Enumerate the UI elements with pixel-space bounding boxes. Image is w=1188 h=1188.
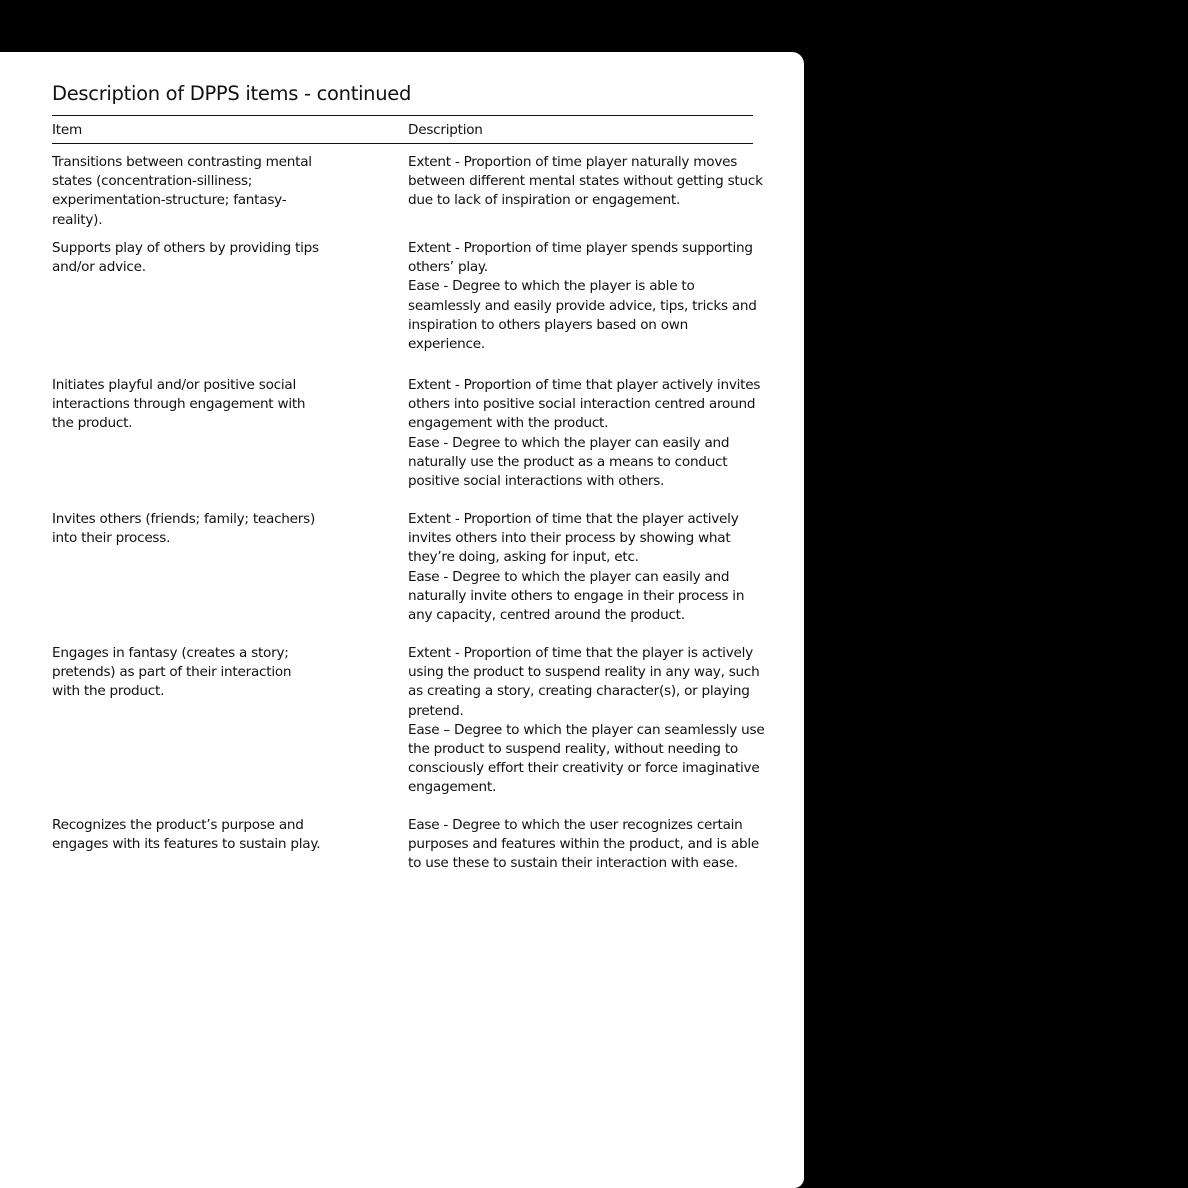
item-cell	[52, 816, 322, 854]
description-line: purposes and features within the product, and is able	[408, 836, 760, 853]
document-page	[0, 52, 804, 1188]
item-line: Engages in fantasy (creates a story;	[52, 645, 289, 661]
description-line: Extent - Proportion of time player spends supporting	[408, 240, 753, 256]
description-line: Extent - Proportion of time that the player is actively	[408, 645, 753, 661]
description-line: inspiration to others players based on own	[408, 316, 689, 333]
description-line: Ease - Degree to which the user recognizes certain	[408, 817, 743, 833]
item-line: pretends) as part of their interaction	[52, 664, 292, 681]
table-title: Description of DPPS items - continued	[52, 82, 412, 105]
description-line: Extent - Proportion of time that player actively invites	[408, 377, 761, 393]
description-line: invites others into their process by showing what	[408, 530, 731, 547]
header-description: Description	[408, 122, 483, 138]
description-line: seamlessly and easily provide advice, tips, tricks and	[408, 297, 757, 314]
item-line: Supports play of others by providing tips	[52, 240, 319, 256]
item-line: Invites others (friends; family; teachers)	[52, 511, 316, 527]
description-line: Ease - Degree to which the player can easily and	[408, 568, 730, 585]
description-line: Ease - Degree to which the player can easily and	[408, 434, 730, 451]
description-line: naturally invite others to engage in their process in	[408, 587, 745, 604]
description-line: the product to suspend reality, without needing to	[408, 741, 738, 758]
item-line: reality).	[52, 211, 103, 228]
description-line: Ease – Degree to which the player can seamlessly use	[408, 721, 765, 738]
item-line: the product.	[52, 415, 133, 432]
item-line: interactions through engagement with	[52, 396, 306, 413]
description-line: any capacity, centred around the product.	[408, 607, 685, 624]
description-cell	[408, 510, 753, 625]
item-line: Transitions between contrasting mental	[52, 154, 312, 170]
description-line: pretend.	[408, 702, 464, 719]
item-cell	[52, 644, 322, 702]
table-header	[52, 116, 753, 144]
item-cell	[52, 376, 322, 434]
description-line: Extent - Proportion of time that the player actively	[408, 511, 739, 527]
item-cell	[52, 153, 322, 230]
item-cell	[52, 510, 322, 548]
description-line: using the product to suspend reality in any way, such	[408, 664, 760, 681]
description-cell	[408, 153, 763, 211]
description-line: engagement.	[408, 779, 497, 796]
description-line: others’ play.	[408, 259, 488, 276]
item-line: Initiates playful and/or positive social	[52, 377, 296, 393]
description-line: Extent - Proportion of time player naturally moves	[408, 154, 738, 170]
description-cell	[408, 816, 760, 874]
description-cell	[408, 644, 765, 798]
item-line: states (concentration-silliness;	[52, 173, 253, 190]
item-line: with the product.	[52, 683, 165, 700]
description-line: naturally use the product as a means to conduct	[408, 453, 728, 470]
description-line: experience.	[408, 336, 485, 353]
item-line: into their process.	[52, 530, 171, 547]
description-line: Ease - Degree to which the player is able to	[408, 278, 695, 295]
description-line: positive social interactions with others.	[408, 473, 665, 490]
description-line: to use these to sustain their interaction with ease.	[408, 855, 739, 872]
item-line: experimentation-structure; fantasy-	[52, 192, 287, 209]
description-line: others into positive social interaction centred around	[408, 396, 756, 413]
description-line: engagement with the product.	[408, 415, 609, 432]
item-line: and/or advice.	[52, 259, 146, 276]
description-cell	[408, 239, 757, 354]
description-line: consciously effort their creativity or force imaginative	[408, 760, 760, 777]
description-line: due to lack of inspiration or engagement.	[408, 192, 681, 209]
item-cell	[52, 239, 322, 277]
item-line: Recognizes the product’s purpose and	[52, 817, 304, 833]
header-item: Item	[52, 122, 82, 138]
dpps-table	[52, 115, 765, 872]
description-line: as creating a story, creating character(s), or playing	[408, 683, 750, 700]
description-line: they’re doing, asking for input, etc.	[408, 549, 639, 566]
description-line: between different mental states without getting stuck	[408, 173, 763, 190]
item-line: engages with its features to sustain play.	[52, 836, 321, 853]
description-cell	[408, 376, 761, 491]
